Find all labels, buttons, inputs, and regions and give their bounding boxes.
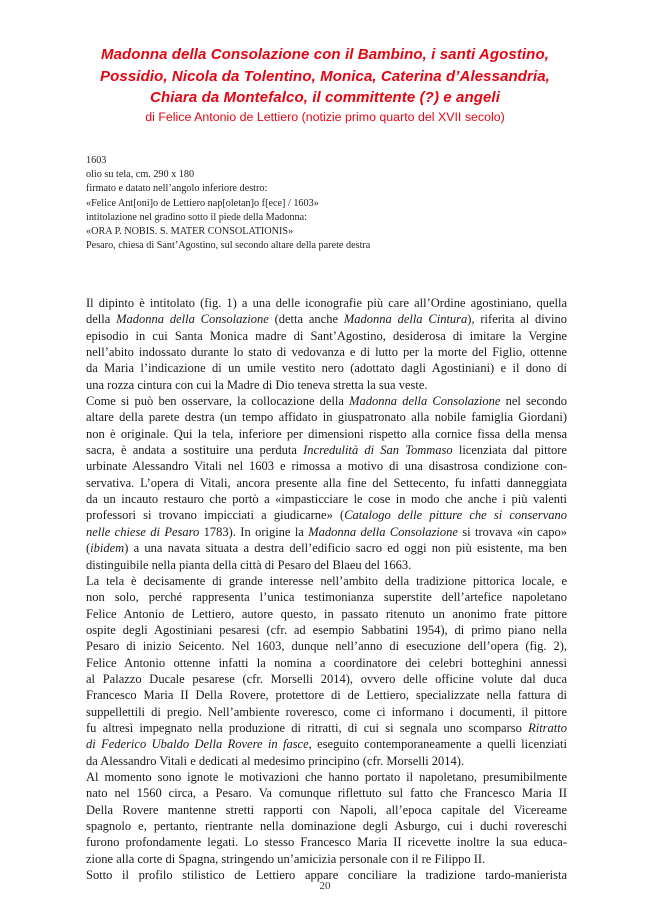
body-line: Come si può ben osservare, la collocazione della Madonna della Consolazione nel secondo (86, 394, 568, 409)
body-line: nelle chiese di Pesaro 1783). In origine la Madonna della Consolazione si trovava «in capo» (86, 524, 568, 539)
body-line: episodio in cui Santa Monica madre di Sant’Agostino, desiderosa di imitare la Vergine (86, 328, 567, 343)
metadata-line: olio su tela, cm. 290 x 180 (86, 169, 195, 181)
body-line: (ibidem) a una navata situata a destra dell’edificio sacro ed oggi non più esistente, ma ben (86, 541, 567, 556)
body-text (86, 295, 567, 883)
body-line: da Alessandro Vitali e dedicati al medesimo principino (cfr. Morselli 2014). (86, 753, 465, 768)
title-block (40, 44, 610, 126)
artwork-metadata (86, 154, 566, 253)
metadata-line: «Felice Ant[oni]o de Lettiero nap[oletan]o f[ece] / 1603» (86, 197, 319, 209)
metadata-line: firmato e datato nell’angolo inferiore destro: (86, 183, 268, 195)
body-line: servativa. L’opera di Vitali, ancora presente alla fine del Settecento, fu infatti danneggiata (86, 475, 567, 490)
body-line: Pesaro di inizio Seicento. Nel 1603, dunque nell’anno di esecuzione dell’opera (fig. 2), (86, 639, 567, 654)
body-line: non è originale. Qui la tela, inferiore per dimensioni rispetto alla cornice fissa della mensa (86, 426, 567, 441)
body-line: al Palazzo Ducale pesarese (cfr. Morselli 2014), ovvero delle officine volute dal duca (86, 671, 567, 686)
body-line: fu altresì impegnato nella produzione di ritratti, di cui si segnala uno scomparso Ritratto (86, 720, 567, 735)
body-line: spagnolo e, pertanto, rientrante nella dominazione degli Asburgo, cui i duchi rovereschi (86, 819, 567, 833)
body-line: della Madonna della Consolazione (detta anche Madonna della Cintura), riferita al divino (86, 312, 568, 327)
page-number: 20 (319, 880, 331, 892)
body-line: da un incauto restauro che portò a «impasticciare le cose in modo che anche i più valenti (86, 492, 567, 507)
body-line: Della Rovere mantenne stretti rapporti con Napoli, all’epoca capitale del Vicereame (86, 802, 567, 817)
body-line: Francesco Maria II Della Rovere, protettore di de Lettiero, specializzate nella fattura di (86, 688, 567, 703)
body-line: Felice Antonio de Lettiero, autore questo, in passato ritenuto un anonimo frate pittore (86, 606, 567, 621)
body-line: una rozza cintura con cui la Madre di Dio teneva stretta la sua veste. (86, 377, 428, 392)
body-line: Felice Antonio ottenne infatti la nomina a coordinatore dei celebri botteghini annessi (86, 655, 567, 670)
body-line: distinguibile nella pianta della città di Pesaro del Blaeu del 1663. (86, 557, 412, 572)
subtitle: di Felice Antonio de Lettiero (notizie primo quarto del XVII secolo) (145, 109, 505, 124)
body-line: professori si trovano impicciati a giudicarne» (Catalogo delle pitture che si conservano (86, 508, 567, 523)
title-line-1: Madonna della Consolazione con il Bambino, i santi Agostino, (101, 46, 549, 63)
body-line: da Maria l’indicazione di un umile vestito nero (adottato dagli Agostiniani) e il dono di (86, 361, 567, 376)
body-line: zione alla corte di Spagna, stringendo un’amicizia personale con il re Filippo II. (86, 851, 486, 866)
body-line: furono profondamente legati. Lo stesso Francesco Maria II ricevette inoltre la sua educa- (86, 835, 567, 850)
title-line-3: Chiara da Montefalco, il committente (?) e angeli (150, 89, 500, 106)
body-line: nell’abito indossato durante lo stato di vedovanza e di lutto per la morte del Figlio, ottenne (86, 345, 567, 360)
body-line: altare della parete destra (un tempo affidato in giuspatronato alla nobile famiglia Giordani) (86, 410, 567, 425)
body-line: Al momento sono ignote le motivazioni che hanno portato il napoletano, presumibilmente (86, 769, 567, 784)
body-line: urbinate Alessandro Vitali nel 1603 e rimossa a motivo di una disastrosa condizione con- (86, 459, 567, 474)
metadata-line: intitolazione nel gradino sotto il piede della Madonna: (86, 211, 307, 223)
body-line: non solo, perché rappresenta l’unica testimonianza superstite dell’artefice napoletano (86, 590, 567, 605)
body-line: Sotto il profilo stilistico de Lettiero appare conciliare la tradizione tardo-manierista (86, 868, 567, 883)
body-line: Il dipinto è intitolato (fig. 1) a una delle iconografie più care all’Ordine agostiniano, quella (86, 296, 567, 310)
metadata-line: Pesaro, chiesa di Sant’Agostino, sul secondo altare della parete destra (86, 240, 371, 252)
body-line: suppellettili di pregio. Nell’ambiente roveresco, come ci informano i documenti, il pittore (86, 704, 567, 719)
body-line: di Federico Ubaldo Della Rovere in fasce, eseguito contemporaneamente a quelli licenziati (86, 737, 567, 752)
body-line: La tela è decisamente di grande interesse nell’ambito della tradizione pittorica locale, e (86, 573, 567, 588)
body-line: nato nel 1560 circa, a Pesaro. Va comunque riflettuto sul fatto che Francesco Maria II (86, 786, 567, 801)
title-line-2: Possidio, Nicola da Tolentino, Monica, Caterina d’Alessandria, (100, 67, 550, 85)
body-line: ospite degli Agostiniani pesaresi (cfr. ad esempio Sabbatini 1954), di primo piano nella (86, 622, 567, 637)
metadata-line: 1603 (86, 155, 107, 166)
metadata-line: «ORA P. NOBIS. S. MATER CONSOLATIONIS» (86, 226, 294, 238)
body-line: sacra, è andata a sostituire una perduta Incredulità di San Tommaso licenziata dal pittore (86, 443, 567, 458)
